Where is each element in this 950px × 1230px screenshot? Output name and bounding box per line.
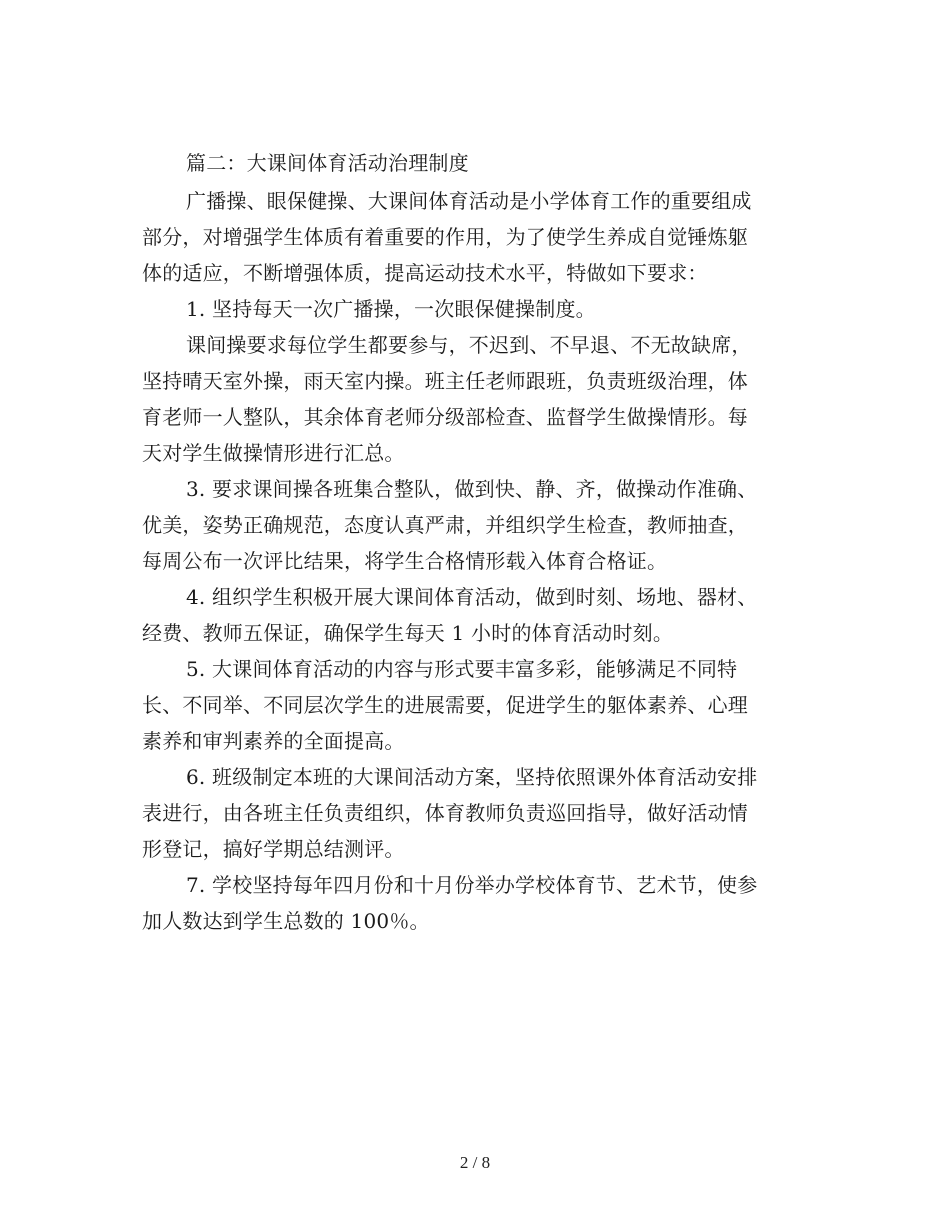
document-body xyxy=(142,145,810,939)
text-line: 7. 学校坚持每年四月份和十月份举办学校体育节、艺术节，使参 xyxy=(186,873,758,897)
text-line: 课间操要求每位学生都要参与，不迟到、不早退、不无故缺席， xyxy=(186,333,752,357)
text-line: 优美，姿势正确规范，态度认真严肃，并组织学生检查，教师抽查， xyxy=(142,513,748,537)
text-line: 加人数达到学生总数的 100％。 xyxy=(142,909,430,933)
section-title: 篇二：大课间体育活动治理制度 xyxy=(186,151,469,175)
page-number: 2 / 8 xyxy=(459,1153,491,1172)
text-line: 体的适应，不断增强体质，提高运动技术水平，特做如下要求： xyxy=(142,261,708,285)
text-line: 4. 组织学生积极开展大课间体育活动，做到时刻、场地、器材、 xyxy=(186,585,758,609)
text-line: 经费、教师五保证，确保学生每天 1 小时的体育活动时刻。 xyxy=(142,621,674,645)
text-line: 6. 班级制定本班的大课间活动方案，坚持依照课外体育活动安排 xyxy=(186,765,758,789)
text-line: 形登记，搞好学期总结测评。 xyxy=(142,837,405,861)
paragraph-lines xyxy=(142,183,810,939)
text-line: 3. 要求课间操各班集合整队，做到快、静、齐，做操动作准确、 xyxy=(186,477,758,501)
text-line: 坚持晴天室外操，雨天室内操。班主任老师跟班，负责班级治理，体 xyxy=(142,369,748,393)
text-line: 表进行，由各班主任负责组织，体育教师负责巡回指导，做好活动情 xyxy=(142,801,748,825)
text-line: 1. 坚持每天一次广播操，一次眼保健操制度。 xyxy=(186,297,596,321)
text-line: 长、不同举、不同层次学生的进展需要，促进学生的躯体素养、心理 xyxy=(142,693,748,717)
text-line: 部分，对增强学生体质有着重要的作用，为了使学生养成自觉锤炼躯 xyxy=(142,225,748,249)
text-line: 5. 大课间体育活动的内容与形式要丰富多彩，能够满足不同特 xyxy=(186,657,738,681)
text-line: 天对学生做操情形进行汇总。 xyxy=(142,441,405,465)
text-line: 每周公布一次评比结果，将学生合格情形载入体育合格证。 xyxy=(142,549,668,573)
text-line: 广播操、眼保健操、大课间体育活动是小学体育工作的重要组成 xyxy=(186,189,752,213)
text-line: 素养和审判素养的全面提高。 xyxy=(142,729,405,753)
text-line: 育老师一人整队，其余体育老师分级部检查、监督学生做操情形。每 xyxy=(142,405,748,429)
